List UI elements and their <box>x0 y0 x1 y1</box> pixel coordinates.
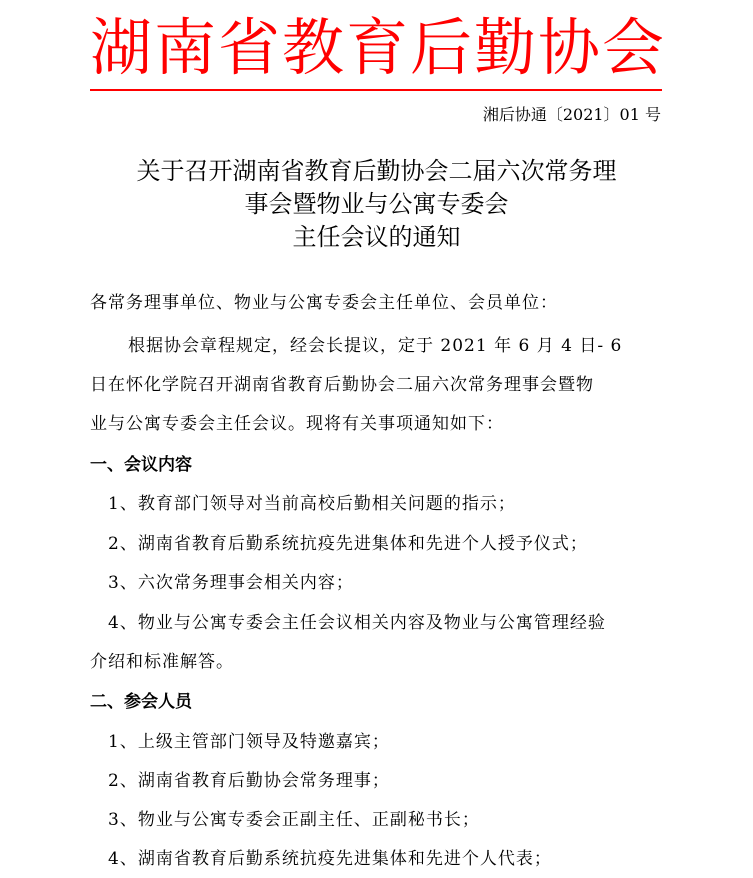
content-item-4-line-1: 4、物业与公寓专委会主任会议相关内容及物业与公寓管理经验 <box>108 613 606 633</box>
content-item-1: 1、教育部门领导对当前高校后勤相关问题的指示； <box>108 494 516 514</box>
attendee-item-1: 1、上级主管部门领导及特邀嘉宾； <box>108 732 390 752</box>
document-number: 湘后协通〔2021〕01 号 <box>482 105 661 124</box>
content-item-3: 3、六次常务理事会相关内容； <box>108 573 354 593</box>
intro-line-2: 日在怀化学院召开湖南省教育后勤协会二届六次常务理事会暨物 <box>90 375 594 395</box>
masthead-title: 湖南省教育后勤协会 <box>89 11 666 84</box>
notice-title-line-1: 关于召开湖南省教育后勤协会二届六次常务理 <box>136 157 617 185</box>
attendee-item-2: 2、湖南省教育后勤协会常务理事； <box>108 771 390 791</box>
content-item-4-line-2: 介绍和标准解答。 <box>90 652 234 672</box>
attendee-item-4: 4、湖南省教育后勤系统抗疫先进集体和先进个人代表； <box>108 849 552 869</box>
masthead-red-rule <box>90 89 662 91</box>
notice-title-line-3: 主任会议的通知 <box>292 223 461 251</box>
section-heading-meeting-content: 一、会议内容 <box>90 455 192 475</box>
notice-title-line-2: 事会暨物业与公寓专委会 <box>244 190 509 218</box>
section-heading-attendees: 二、参会人员 <box>90 692 192 712</box>
salutation: 各常务理事单位、物业与公寓专委会主任单位、会员单位： <box>90 293 558 313</box>
intro-line-3: 业与公寓专委会主任会议。现将有关事项通知如下： <box>90 414 504 434</box>
attendee-item-3: 3、物业与公寓专委会正副主任、正副秘书长； <box>108 810 480 830</box>
content-item-2: 2、湖南省教育后勤系统抗疫先进集体和先进个人授予仪式； <box>108 534 588 554</box>
intro-line-1: 根据协会章程规定，经会长提议，定于 2021 年 6 月 4 日- 6 <box>128 336 623 356</box>
